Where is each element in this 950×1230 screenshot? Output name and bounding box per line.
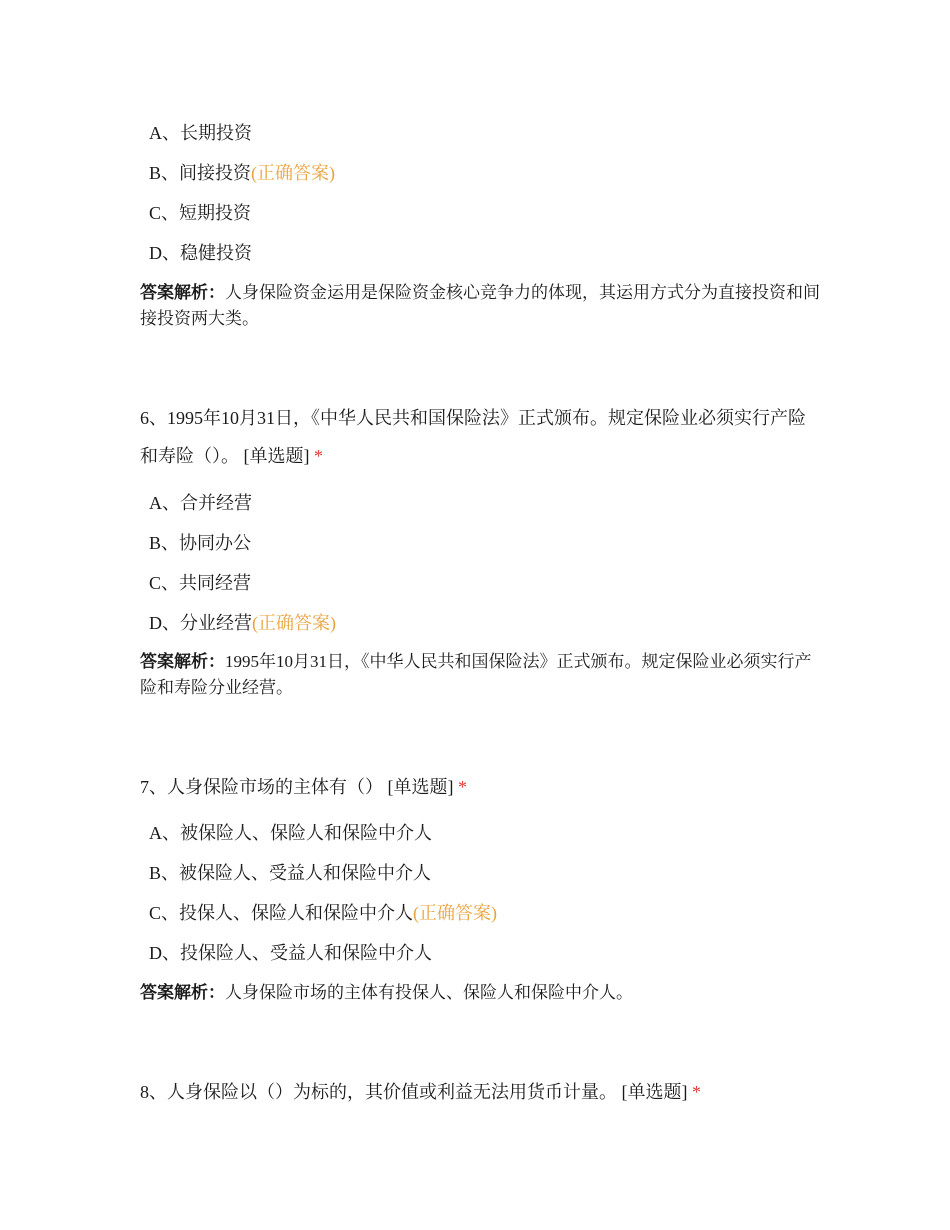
option-text: C、投保人、保险人和保险中介人 [149, 903, 414, 923]
analysis-text: 人身保险市场的主体有投保人、保险人和保险中介人。 [225, 983, 633, 1002]
option-text: B、间接投资 [149, 163, 252, 183]
required-mark: * [692, 1082, 701, 1102]
analysis-label: 答案解析： [140, 283, 225, 302]
question-text: 7、人身保险市场的主体有（） [140, 777, 383, 797]
q5-option-d [149, 241, 252, 265]
analysis-text: 1995年10月31日，《中华人民共和国保险法》正式颁布。规定保险业必须实行产险和寿险分业经营。 [140, 652, 812, 697]
analysis-label: 答案解析： [140, 983, 225, 1002]
question-type: [单选题] [243, 446, 310, 466]
option-text: B、被保险人、受益人和保险中介人 [149, 863, 432, 883]
option-text: D、投保险人、受益人和保险中介人 [149, 943, 432, 963]
q7-option-b [149, 861, 431, 885]
option-text: A、长期投资 [149, 123, 252, 143]
analysis-text: 人身保险资金运用是保险资金核心竞争力的体现，其运用方式分为直接投资和间接投资两大类。 [140, 283, 820, 328]
q7-analysis [140, 980, 820, 1006]
q6-option-c [149, 571, 251, 595]
question-text: 8、人身保险以（）为标的，其价值或利益无法用货币计量。 [140, 1082, 617, 1102]
option-text: C、共同经营 [149, 573, 252, 593]
option-text: C、短期投资 [149, 203, 252, 223]
q7-option-a [149, 821, 432, 845]
q8-question [140, 1073, 810, 1111]
q7-option-d [149, 941, 432, 965]
q6-option-d [149, 611, 336, 635]
option-text: A、合并经营 [149, 493, 252, 513]
q6-option-a [149, 491, 252, 515]
correct-answer-tag: (正确答案) [413, 903, 498, 923]
option-text: B、协同办公 [149, 533, 252, 553]
required-mark: * [458, 777, 467, 797]
q7-option-c [149, 901, 497, 925]
option-text: D、分业经营 [149, 613, 252, 633]
correct-answer-tag: (正确答案) [252, 613, 336, 633]
required-mark: * [314, 446, 323, 466]
option-text: A、被保险人、保险人和保险中介人 [149, 823, 432, 843]
q6-question [140, 399, 810, 475]
q5-analysis [140, 280, 820, 332]
question-type: [单选题] [387, 777, 454, 797]
q6-option-b [149, 531, 251, 555]
question-type: [单选题] [621, 1082, 688, 1102]
q5-option-c [149, 201, 251, 225]
q5-option-a [149, 121, 252, 145]
question-text: 6、1995年10月31日，《中华人民共和国保险法》正式颁布。规定保险业必须实行产险和寿险（）。 [140, 408, 806, 466]
option-text: D、稳健投资 [149, 243, 252, 263]
analysis-label: 答案解析： [140, 652, 225, 671]
q6-analysis [140, 649, 820, 701]
correct-answer-tag: (正确答案) [251, 163, 336, 183]
q5-option-b [149, 161, 335, 185]
q7-question [140, 768, 810, 806]
